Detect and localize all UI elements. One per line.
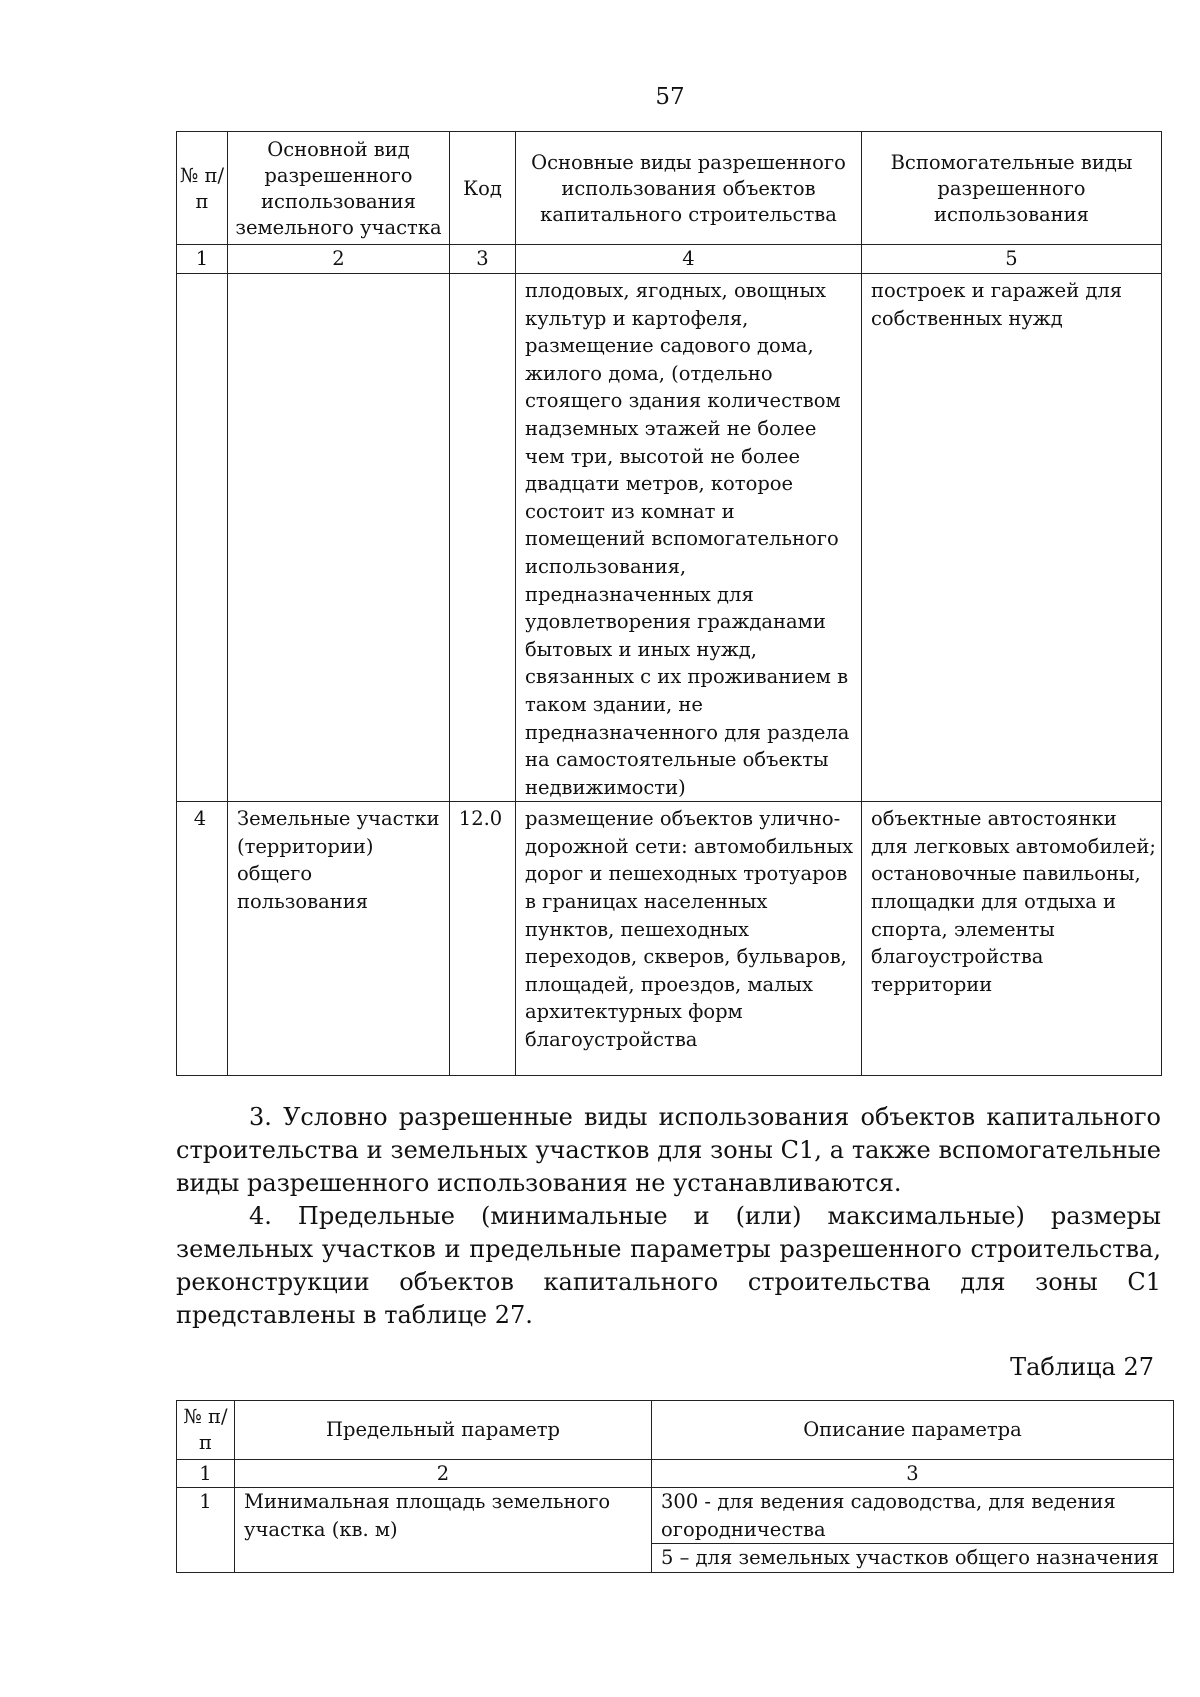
table-row bbox=[177, 1488, 1174, 1544]
header-main-type: Основной вид разрешенного использования земельного участка bbox=[228, 132, 450, 245]
header-code: Код bbox=[450, 132, 516, 245]
row-code: 12.0 bbox=[450, 802, 516, 1076]
paragraph-4-text: 4. Предельные (минимальные и (или) максимальные) размеры земельных участков и предельные параметры разрешенного строительства, реконструкции объектов капитального строительства для зоны С1 представлены в таблице 27. bbox=[176, 1202, 1161, 1329]
column-number: 2 bbox=[235, 1460, 652, 1488]
row-num: 1 bbox=[177, 1488, 235, 1573]
table-header-row bbox=[177, 1401, 1174, 1460]
table-caption: Таблица 27 bbox=[1010, 1353, 1154, 1381]
limit-parameters-table bbox=[176, 1400, 1174, 1573]
row-aux-uses: построек и гаражей для собственных нужд bbox=[862, 274, 1162, 802]
paragraph-3 bbox=[176, 1101, 1161, 1200]
column-number: 3 bbox=[652, 1460, 1174, 1488]
row-code bbox=[450, 274, 516, 802]
row-main-uses: плодовых, ягодных, овощных культур и картофеля, размещение садового дома, жилого дома, (отдельно стоящего здания количеством надземных этажей не более чем три, высотой не более двадцати метров, которое состоит из комнат и помещений вспомогательного использования, предназначенных для удовлетворения гражданами бытовых и иных нужд, связанных с их проживанием в таком здании, не предназначенного для раздела на самостоятельные объекты недвижимости) bbox=[516, 274, 862, 802]
row-type bbox=[228, 274, 450, 802]
row-num bbox=[177, 274, 228, 802]
row-type: Земельные участки (территории) общего пользования bbox=[228, 802, 450, 1076]
column-number: 1 bbox=[177, 245, 228, 274]
row-aux-uses: объектные автостоянки для легковых автомобилей; остановочные павильоны, площадки для отдыха и спорта, элементы благоустройства территории bbox=[862, 802, 1162, 1076]
row-num: 4 bbox=[177, 802, 228, 1076]
header-parameter: Предельный параметр bbox=[235, 1401, 652, 1460]
header-description: Описание параметра bbox=[652, 1401, 1174, 1460]
header-num: № п/п bbox=[177, 1401, 235, 1460]
column-number-row bbox=[177, 245, 1162, 274]
table-row bbox=[177, 274, 1162, 802]
paragraph-3-text: 3. Условно разрешенные виды использования объектов капитального строительства и земельных участков для зоны С1, а также вспомогательные виды разрешенного использования не устанавливаются. bbox=[176, 1103, 1161, 1197]
table-row bbox=[177, 802, 1162, 1076]
row-main-uses: размещение объектов улично-дорожной сети: автомобильных дорог и пешеходных тротуаров в границах населенных пунктов, пешеходных переходов, скверов, бульваров, площадей, проездов, малых архитектурных форм благоустройства bbox=[516, 802, 862, 1076]
row-value: 5 – для земельных участков общего назначения bbox=[652, 1544, 1174, 1573]
permitted-use-table bbox=[176, 131, 1162, 1076]
row-parameter: Минимальная площадь земельного участка (кв. м) bbox=[235, 1488, 652, 1573]
page-number: 57 bbox=[655, 84, 685, 110]
row-value: 300 - для ведения садоводства, для ведения огородничества bbox=[652, 1488, 1174, 1544]
column-number-row bbox=[177, 1460, 1174, 1488]
column-number: 3 bbox=[450, 245, 516, 274]
column-number: 2 bbox=[228, 245, 450, 274]
paragraph-4 bbox=[176, 1200, 1161, 1332]
header-main-uses: Основные виды разрешенного использования объектов капитального строительства bbox=[516, 132, 862, 245]
column-number: 4 bbox=[516, 245, 862, 274]
header-num: № п/п bbox=[177, 132, 228, 245]
column-number: 1 bbox=[177, 1460, 235, 1488]
header-aux-uses: Вспомогательные виды разрешенного использования bbox=[862, 132, 1162, 245]
column-number: 5 bbox=[862, 245, 1162, 274]
table-header-row bbox=[177, 132, 1162, 245]
